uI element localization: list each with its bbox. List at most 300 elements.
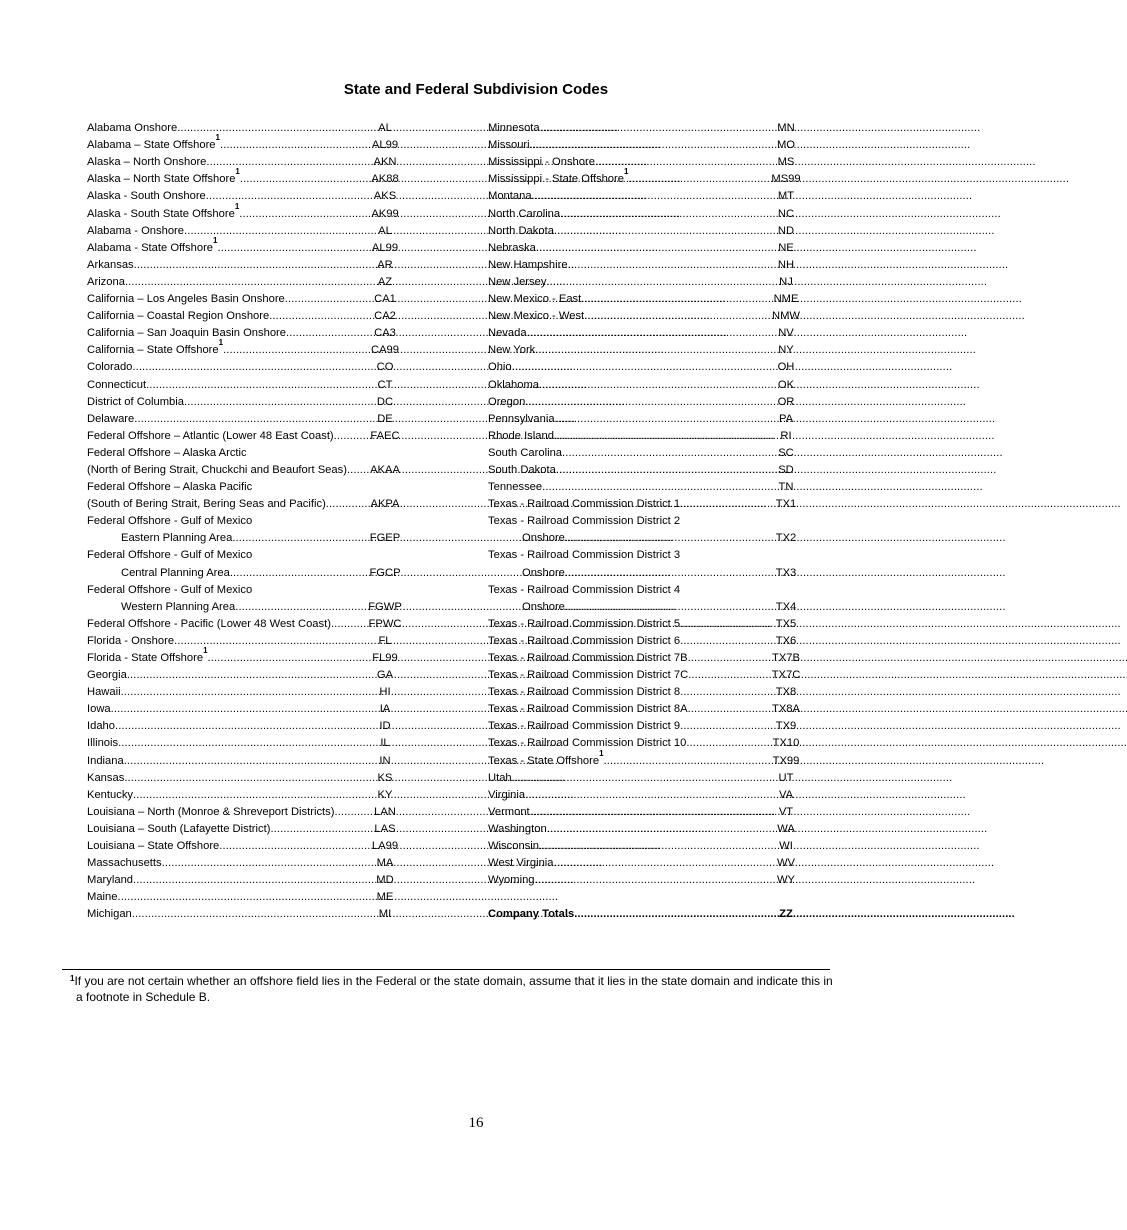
- code-row: [488, 716, 813, 733]
- subdivision-name: Idaho: [87, 720, 115, 733]
- subdivision-code: TX7C: [771, 669, 801, 682]
- subdivision-code: MO: [776, 139, 796, 152]
- subdivision-code: TX7B: [772, 652, 800, 664]
- subdivision-code: SC: [778, 446, 794, 459]
- subdivision-code: MS: [777, 156, 795, 169]
- subdivision-code: AKPA: [370, 498, 400, 511]
- subdivision-name: North Dakota: [488, 224, 554, 237]
- subdivision-code: IL: [380, 737, 390, 750]
- code-row: [87, 186, 412, 203]
- code-row: [488, 306, 813, 323]
- code-row: [87, 648, 412, 665]
- subdivision-code: OR: [777, 395, 795, 408]
- code-row: [87, 580, 412, 597]
- code-row: [87, 750, 412, 767]
- code-row: [87, 374, 412, 391]
- subdivision-code: ME: [376, 891, 394, 904]
- subdivision-name: Federal Offshore – Alaska Pacific: [87, 481, 253, 494]
- code-row: [488, 477, 813, 494]
- code-row: [488, 511, 813, 528]
- subdivision-code: NJ: [779, 275, 793, 288]
- code-table-right-column: [488, 118, 813, 921]
- code-row: [488, 631, 813, 648]
- subdivision-name-cell: [87, 702, 358, 716]
- subdivision-name: Indiana: [87, 754, 124, 767]
- subdivision-name-cell: [488, 189, 759, 203]
- code-row: [87, 614, 412, 631]
- code-row: [87, 904, 412, 921]
- subdivision-code: AL99: [371, 241, 399, 254]
- subdivision-name: Tennessee: [488, 481, 543, 494]
- subdivision-name: Texas - Railroad Commission District 6: [488, 634, 681, 647]
- subdivision-name: Washington: [488, 822, 547, 835]
- subdivision-name-cell: [488, 702, 759, 716]
- subdivision-name-cell: [488, 292, 759, 306]
- subdivision-name: Federal Offshore – Alaska Arctic: [87, 446, 247, 459]
- subdivision-name-cell: [87, 446, 353, 460]
- subdivision-name-cell: [488, 634, 759, 648]
- subdivision-name-cell: [87, 736, 358, 750]
- subdivision-name-cell: [87, 646, 358, 665]
- code-row: [87, 528, 412, 545]
- subdivision-name: Florida - Onshore: [87, 634, 175, 647]
- dot-leader: [535, 873, 974, 887]
- subdivision-code: PA: [778, 412, 794, 425]
- subdivision-name: Western Planning Area: [121, 600, 236, 613]
- code-row: [87, 494, 412, 511]
- subdivision-name: Federal Offshore - Gulf of Mexico: [87, 549, 253, 562]
- subdivision-code: WA: [777, 822, 795, 835]
- code-table-left-column: [87, 118, 412, 921]
- subdivision-name-cell: [488, 514, 754, 528]
- subdivision-name-cell: [87, 514, 353, 528]
- subdivision-code: MT: [777, 190, 795, 203]
- subdivision-code: AKS: [373, 190, 397, 203]
- subdivision-name: Oregon: [488, 395, 526, 408]
- code-row: [87, 682, 412, 699]
- subdivision-code: NV: [778, 327, 794, 340]
- subdivision-name: Vermont: [488, 805, 530, 818]
- subdivision-name: Wyoming: [488, 874, 535, 887]
- code-row: [488, 426, 813, 443]
- subdivision-name: Pennsylvania: [488, 412, 555, 425]
- subdivision-name: Alabama - State Offshore: [87, 241, 214, 254]
- subdivision-name-cell: [87, 201, 358, 221]
- code-row: [87, 562, 412, 579]
- code-row: [488, 152, 813, 169]
- subdivision-name-cell: [87, 788, 358, 802]
- subdivision-name: Arkansas: [87, 258, 134, 271]
- subdivision-code: TN: [778, 481, 794, 494]
- dot-leader: [595, 155, 1034, 169]
- subdivision-name-cell: [488, 497, 759, 511]
- dot-leader: [530, 805, 969, 819]
- dot-leader: [680, 583, 754, 597]
- subdivision-name: Louisiana – South (Lafayette District): [87, 822, 271, 835]
- subdivision-name: Louisiana – North (Monroe & Shreveport Districts): [87, 805, 335, 818]
- subdivision-name-cell: [488, 531, 759, 545]
- footnote: [70, 973, 890, 1005]
- subdivision-name-cell: [87, 907, 358, 921]
- subdivision-code: NY: [778, 344, 794, 357]
- subdivision-code: TX10: [772, 737, 800, 750]
- dot-leader: [252, 480, 353, 494]
- subdivision-code: FL99: [372, 652, 398, 664]
- subdivision-code: LAS: [374, 822, 396, 835]
- code-row: [488, 203, 813, 220]
- subdivision-name-cell: [87, 429, 358, 443]
- subdivision-code: TX9: [775, 720, 797, 733]
- subdivision-name-cell: [488, 360, 759, 374]
- subdivision-name-cell: [488, 736, 759, 750]
- subdivision-name: Texas - Railroad Commission District 10: [488, 737, 687, 750]
- subdivision-name-cell: [87, 668, 358, 682]
- subdivision-name: Virginia: [488, 788, 526, 801]
- code-row: [488, 545, 813, 562]
- subdivision-name: Texas - Railroad Commission District 3: [488, 549, 681, 562]
- subdivision-name-cell: [488, 378, 759, 392]
- subdivision-code: KS: [377, 771, 393, 784]
- subdivision-name: Central Planning Area: [121, 566, 230, 579]
- code-row: [87, 870, 412, 887]
- code-row: [488, 169, 813, 186]
- subdivision-name: Alabama – State Offshore: [87, 139, 216, 152]
- subdivision-code: DE: [377, 412, 393, 425]
- subdivision-name-cell: [87, 754, 358, 768]
- subdivision-name-cell: [488, 548, 754, 562]
- subdivision-code: RI: [780, 429, 792, 442]
- subdivision-code: AKAA: [370, 463, 400, 476]
- subdivision-name: Florida - State Offshore: [87, 652, 204, 664]
- subdivision-name-cell: [488, 429, 759, 443]
- code-row: [488, 443, 813, 460]
- subdivision-name: Alaska – North Onshore: [87, 156, 207, 169]
- subdivision-name-cell: [87, 378, 358, 392]
- subdivision-code: UT: [778, 771, 794, 784]
- code-row: [87, 135, 412, 152]
- subdivision-name-cell: [488, 873, 759, 887]
- code-row: [488, 665, 813, 682]
- subdivision-code: ND: [777, 224, 795, 237]
- code-row: [87, 699, 412, 716]
- footnote-divider: [62, 969, 830, 970]
- subdivision-name-cell: [87, 890, 358, 904]
- subdivision-code: WI: [779, 840, 793, 853]
- code-row: [488, 323, 813, 340]
- subdivision-name-cell: [488, 566, 759, 580]
- subdivision-code: TX2: [775, 532, 797, 545]
- code-row: [488, 853, 813, 870]
- subdivision-name-cell: [488, 856, 759, 870]
- subdivision-code: MA: [376, 857, 394, 870]
- footnote-reference: 1: [599, 748, 604, 758]
- subdivision-name-cell: [87, 805, 358, 819]
- subdivision-code: MD: [376, 874, 394, 887]
- subdivision-name: New Mexico - West: [488, 310, 585, 323]
- subdivision-code: AL: [378, 122, 392, 135]
- subdivision-code: TX3: [775, 566, 797, 579]
- subdivision-code: AR: [377, 258, 393, 271]
- dot-leader: [680, 685, 1119, 699]
- subdivision-name-cell: [488, 600, 759, 614]
- code-row: [87, 392, 412, 409]
- subdivision-name: Louisiana – State Offshore: [87, 840, 220, 853]
- subdivision-code: CA1: [374, 293, 396, 306]
- subdivision-name: Texas - Railroad Commission District 2: [488, 515, 681, 528]
- subdivision-name-cell: [87, 395, 358, 409]
- subdivision-code: IA: [379, 703, 391, 716]
- subdivision-name: Delaware: [87, 412, 135, 425]
- subdivision-name: Hawaii: [87, 686, 121, 699]
- subdivision-name-cell: [87, 258, 358, 272]
- subdivision-name: Texas - Railroad Commission District 1: [488, 498, 681, 511]
- subdivision-code: AK88: [371, 173, 399, 186]
- subdivision-name-cell: [488, 138, 759, 152]
- subdivision-code: GA: [376, 669, 394, 682]
- code-row: [87, 460, 412, 477]
- code-row: [87, 169, 412, 186]
- subdivision-code: OH: [777, 361, 795, 374]
- subdivision-name: Texas - Railroad Commission District 8A: [488, 703, 688, 716]
- dot-leader: [688, 702, 1127, 716]
- subdivision-name-cell: [87, 583, 353, 597]
- subdivision-code: VT: [778, 805, 794, 818]
- subdivision-name: Maryland: [87, 874, 134, 887]
- dot-leader: [680, 617, 1119, 631]
- subdivision-name: Minnesota: [488, 122, 540, 135]
- code-row: [488, 614, 813, 631]
- subdivision-name: Federal Offshore - Gulf of Mexico: [87, 515, 253, 528]
- footnote-line-1: If you are not certain whether an offshore field lies in the Federal or the state domain, assume that it lies in the state domain and indicate this in: [74, 974, 833, 988]
- subdivision-name: New Mexico - East: [488, 293, 582, 306]
- code-row: [488, 802, 813, 819]
- dot-leader: [680, 548, 754, 562]
- subdivision-name: Oklahoma: [488, 378, 539, 391]
- subdivision-name: Nebraska: [488, 241, 536, 254]
- dot-leader: [628, 172, 1067, 186]
- code-row: [87, 443, 412, 460]
- code-row: [87, 545, 412, 562]
- subdivision-name: South Carolina: [488, 446, 563, 459]
- subdivision-code: NME: [773, 293, 799, 306]
- subdivision-name: California – Los Angeles Basin Onshore: [87, 293, 285, 306]
- subdivision-code: FGCP: [369, 566, 401, 579]
- code-row: [87, 289, 412, 306]
- code-row: [488, 392, 813, 409]
- code-row: [87, 768, 412, 785]
- dot-leader: [525, 395, 964, 409]
- dot-leader: [527, 326, 966, 340]
- subdivision-name: New Jersey: [488, 275, 547, 288]
- subdivision-code: TX4: [775, 600, 797, 613]
- subdivision-code: TX1: [775, 498, 797, 511]
- code-row: [87, 221, 412, 238]
- subdivision-name-cell: [488, 839, 759, 853]
- subdivision-code: AK99: [371, 207, 399, 220]
- code-row: [87, 340, 412, 357]
- subdivision-name-cell: [87, 497, 358, 511]
- subdivision-name-cell: [87, 167, 358, 186]
- subdivision-name: Onshore: [522, 532, 565, 545]
- code-row: [488, 221, 813, 238]
- subdivision-name-cell: [87, 873, 358, 887]
- subdivision-name-cell: [488, 685, 759, 699]
- subdivision-name: Alabama - Onshore: [87, 224, 185, 237]
- code-row: [488, 682, 813, 699]
- subdivision-name: Ohio: [488, 361, 512, 374]
- subdivision-name-cell: [87, 189, 358, 203]
- dot-leader: [680, 514, 754, 528]
- subdivision-name: Iowa: [87, 703, 111, 716]
- subdivision-name: Mississippi - State Offshore: [488, 173, 624, 186]
- footnote-reference: 1: [218, 338, 224, 348]
- subdivision-code: NC: [777, 207, 795, 220]
- subdivision-code: FAEC: [370, 429, 400, 442]
- code-row: [488, 733, 813, 750]
- page-number: 16: [468, 1115, 484, 1131]
- subdivision-name-cell: [488, 224, 759, 238]
- subdivision-name: Mississippi - Onshore: [488, 156, 595, 169]
- subdivision-name: California – Coastal Region Onshore: [87, 310, 270, 323]
- subdivision-code: ID: [379, 720, 391, 733]
- code-row: [87, 631, 412, 648]
- dot-leader: [525, 788, 964, 802]
- subdivision-name-cell: [488, 412, 759, 426]
- code-row: [488, 135, 813, 152]
- subdivision-code: VA: [778, 788, 794, 801]
- footnote-marker: 1: [70, 974, 75, 983]
- footnote-reference: 1: [235, 167, 240, 177]
- subdivision-code: MI: [378, 908, 392, 921]
- code-row: [488, 580, 813, 597]
- subdivision-name-cell: [488, 395, 759, 409]
- code-row: [488, 409, 813, 426]
- subdivision-name-cell: [87, 480, 353, 494]
- subdivision-name-cell: [488, 326, 759, 340]
- dot-leader: [686, 736, 1125, 750]
- code-row: [87, 665, 412, 682]
- subdivision-name-cell: [488, 617, 759, 631]
- subdivision-name-cell: [87, 719, 358, 733]
- subdivision-name: Utah: [488, 771, 512, 784]
- subdivision-name: North Carolina: [488, 207, 561, 220]
- code-row: [488, 340, 813, 357]
- subdivision-name: Alaska – North State Offshore: [87, 173, 236, 186]
- subdivision-code: AL: [378, 224, 392, 237]
- subdivision-code: NH: [777, 258, 795, 271]
- code-row: [87, 819, 412, 836]
- subdivision-code: WV: [776, 857, 796, 870]
- subdivision-code: TX99: [772, 754, 800, 767]
- footnote-line-2: a footnote in Schedule B.: [76, 990, 211, 1004]
- footnote-reference: 1: [623, 167, 629, 177]
- subdivision-name: South Dakota: [488, 463, 556, 476]
- subdivision-name: Company Totals: [488, 908, 575, 921]
- subdivision-name-cell: [87, 224, 358, 238]
- dot-leader: [604, 754, 1043, 768]
- subdivision-name-cell: [488, 463, 759, 477]
- subdivision-code: NE: [778, 241, 794, 254]
- subdivision-name: Missouri: [488, 139, 530, 152]
- code-row: [488, 186, 813, 203]
- subdivision-name: Arizona: [87, 275, 125, 288]
- footnote-reference: 1: [203, 646, 208, 655]
- subdivision-name: Nevada: [488, 327, 527, 340]
- subdivision-code: NMW: [772, 310, 800, 323]
- subdivision-code: CA99: [371, 344, 399, 357]
- dot-leader: [680, 497, 1119, 511]
- subdivision-name: District of Columbia: [87, 395, 184, 408]
- code-row: [488, 238, 813, 255]
- subdivision-name: Maine: [87, 891, 118, 904]
- footnote-reference: 1: [234, 201, 240, 211]
- subdivision-name-cell: [488, 241, 759, 255]
- dot-leader: [532, 189, 971, 203]
- code-row: [87, 802, 412, 819]
- subdivision-name-cell: [87, 275, 358, 289]
- code-row: [488, 750, 813, 767]
- code-row: [87, 785, 412, 802]
- code-row: [87, 836, 412, 853]
- subdivision-code: KY: [377, 788, 393, 801]
- code-row: [87, 255, 412, 272]
- subdivision-name: Colorado: [87, 361, 133, 374]
- subdivision-code: CO: [376, 361, 394, 374]
- subdivision-name: Alaska - South State Offshore: [87, 207, 235, 220]
- subdivision-code: SD: [778, 463, 794, 476]
- subdivision-name: Illinois: [87, 737, 119, 750]
- subdivision-name: Kentucky: [87, 788, 134, 801]
- code-row: [87, 477, 412, 494]
- subdivision-code: WY: [776, 874, 796, 887]
- subdivision-name-cell: [87, 338, 358, 357]
- subdivision-code: DC: [376, 395, 394, 408]
- subdivision-code: CA3: [374, 327, 396, 340]
- subdivision-name-cell: [488, 748, 759, 768]
- subdivision-name: Onshore: [522, 600, 565, 613]
- subdivision-code: TX8: [775, 686, 797, 699]
- subdivision-name-cell: [488, 907, 759, 921]
- subdivision-code: IN: [379, 754, 391, 767]
- code-row: [488, 118, 813, 135]
- subdivision-code: FGWP: [368, 600, 402, 613]
- subdivision-name: Kansas: [87, 771, 125, 784]
- subdivision-code: HI: [379, 686, 391, 699]
- dot-leader: [512, 360, 951, 374]
- subdivision-name: (North of Bering Strait, Chuckchi and Beaufort Seas): [87, 463, 347, 476]
- dot-leader: [111, 702, 550, 716]
- subdivision-name: California – State Offshore: [87, 344, 219, 357]
- code-row: [488, 887, 813, 904]
- code-row: [488, 272, 813, 289]
- subdivision-code: MN: [777, 122, 795, 135]
- subdivision-name-cell: [87, 600, 358, 614]
- subdivision-name: Eastern Planning Area: [121, 532, 233, 545]
- code-row: [87, 733, 412, 750]
- subdivision-name: Connecticut: [87, 378, 147, 391]
- subdivision-name: New York: [488, 344, 536, 357]
- subdivision-name: Texas - Railroad Commission District 4: [488, 583, 681, 596]
- subdivision-name-cell: [87, 235, 358, 255]
- subdivision-name-cell: [87, 463, 358, 477]
- dot-leader: [252, 583, 353, 597]
- subdivision-code: AZ: [377, 275, 393, 288]
- subdivision-name: West Virginia: [488, 857, 554, 870]
- subdivision-name-cell: [488, 668, 759, 682]
- subdivision-name-cell: [87, 309, 358, 323]
- subdivision-name-cell: [87, 839, 358, 853]
- subdivision-name: New Hampshire: [488, 258, 568, 271]
